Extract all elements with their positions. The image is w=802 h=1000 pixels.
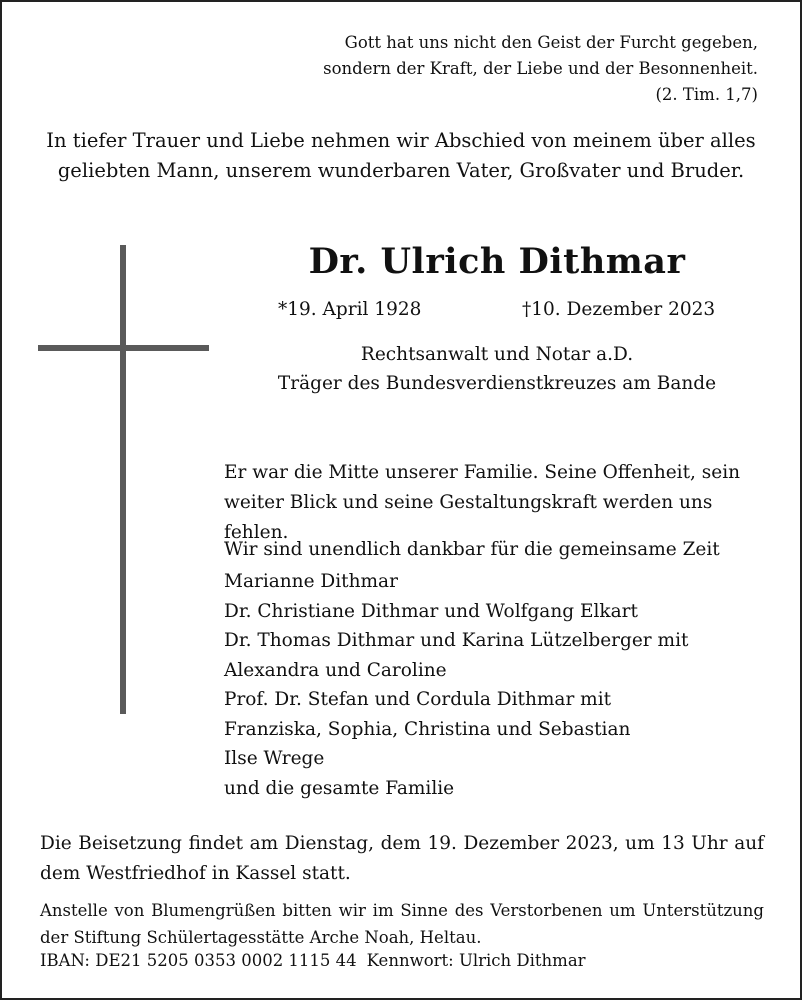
cross-icon-bar <box>38 345 209 351</box>
mourner-line: Marianne Dithmar <box>224 571 398 592</box>
mourners-list <box>224 567 774 803</box>
thanks-line: Wir sind unendlich dankbar für die gemeinsame Zeit <box>224 539 720 560</box>
mourner-line: Franziska, Sophia, Christina und Sebastian <box>224 718 631 740</box>
donation-request: Anstelle von Blumengrüßen bitten wir im Sinne des Verstorbenen um Unterstützung der Stiftung Schülertagesstätte Arche Noah, Heltau. <box>40 901 764 947</box>
funeral-info: Die Beisetzung findet am Dienstag, dem 19. Dezember 2023, um 13 Uhr auf dem Westfriedhof in Kassel statt. <box>40 833 764 884</box>
donation-keyword: Kennwort: Ulrich Dithmar <box>366 951 586 970</box>
deceased-name: Dr. Ulrich Dithmar <box>308 241 686 282</box>
mourner-line: Prof. Dr. Stefan und Cordula Dithmar mit <box>224 689 612 710</box>
verse-reference: (2. Tim. 1,7) <box>655 85 758 104</box>
deceased-titles <box>242 340 752 398</box>
death-date: †10. Dezember 2023 <box>522 299 716 320</box>
iban: IBAN: DE21 5205 0353 0002 1115 44 <box>40 951 357 970</box>
tribute-line: Er war die Mitte unserer Familie. Seine Offenheit, sein <box>224 462 741 483</box>
mourner-line: Ilse Wrege <box>224 748 325 769</box>
verse-line: sondern der Kraft, der Liebe und der Besonnenheit. <box>323 59 758 78</box>
mourner-line: Alexandra und Caroline <box>224 659 447 681</box>
birth-date: *19. April 1928 <box>278 299 422 320</box>
title-line: Träger des Bundesverdienstkreuzes am Bande <box>277 373 717 394</box>
cross-icon <box>120 245 126 714</box>
verse-line: Gott hat uns nicht den Geist der Furcht gegeben, <box>344 33 758 52</box>
title-line: Rechtsanwalt und Notar a.D. <box>360 344 634 365</box>
intro-line: geliebten Mann, unserem wunderbaren Vater, Großvater und Bruder. <box>57 159 745 182</box>
mourner-line: Dr. Christiane Dithmar und Wolfgang Elkart <box>224 600 638 622</box>
intro-line: In tiefer Trauer und Liebe nehmen wir Abschied von meinem über alles <box>46 129 756 152</box>
mourner-line: Dr. Thomas Dithmar und Karina Lützelberger mit <box>224 630 689 651</box>
tribute-line: weiter Blick und seine Gestaltungskraft werden uns fehlen. <box>224 492 713 543</box>
intro-text <box>32 126 770 186</box>
bible-verse <box>238 30 758 108</box>
bank-details <box>40 947 586 974</box>
mourner-line: und die gesamte Familie <box>224 777 455 799</box>
